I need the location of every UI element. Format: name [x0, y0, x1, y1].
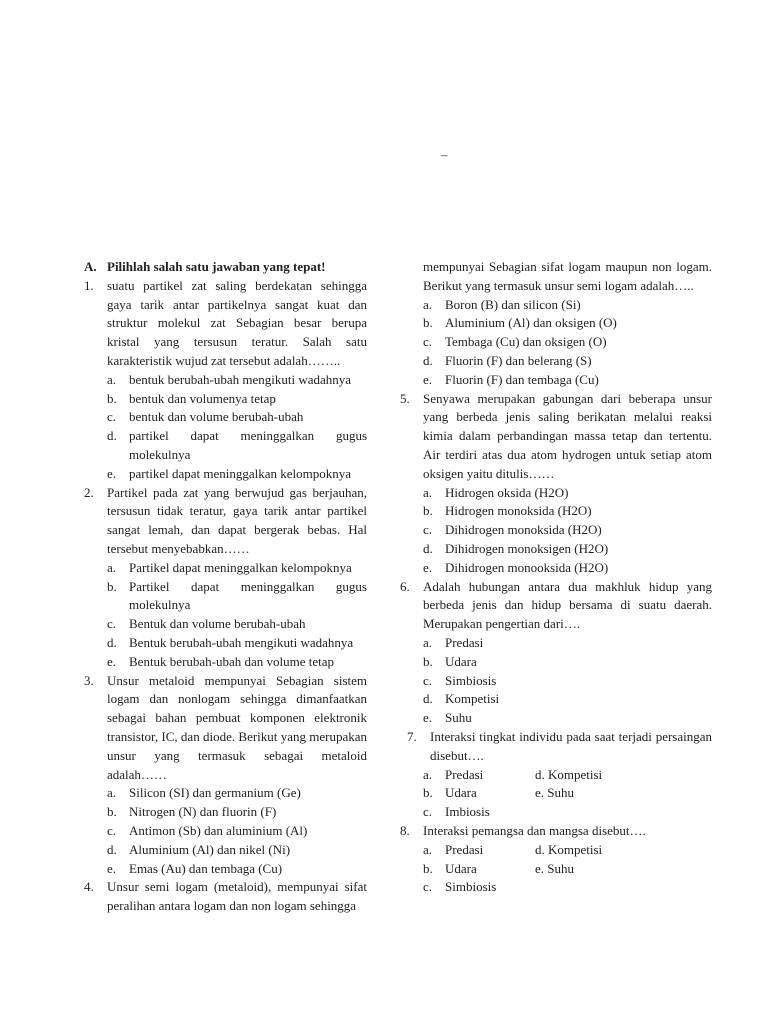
question-4 — [84, 878, 367, 916]
option-b — [423, 314, 712, 333]
option-b — [107, 390, 367, 409]
left-column — [84, 258, 367, 916]
option-text: Udara — [445, 785, 477, 801]
option-text: Imbiosis — [445, 804, 490, 820]
option-text: bentuk berubah-ubah mengikuti wadahnya — [129, 371, 352, 387]
section-title: Pilihlah salah satu jawaban yang tepat! — [107, 259, 326, 274]
option-e — [107, 860, 367, 879]
option-e — [107, 465, 367, 484]
option-letter: a. — [107, 785, 117, 801]
option-text: partikel dapat meninggalkan gugus molekulnya — [129, 428, 367, 462]
option-row — [423, 860, 712, 879]
option-text: Simbiosis — [445, 879, 497, 895]
option-list — [107, 559, 367, 672]
question-text: Adalah hubungan antara dua makhluk hidup yang berbeda jenis dan hidup bersama di suatu daerah. Merupakan pengertian dari…. — [423, 578, 712, 632]
question-number: 1. — [84, 277, 94, 293]
option-text-secondary: e. Suhu — [535, 785, 574, 801]
question-number: 6. — [400, 578, 410, 594]
option-c — [107, 408, 367, 427]
question-number: 4. — [84, 879, 94, 895]
option-list — [107, 371, 367, 484]
option-b — [423, 502, 712, 521]
option-d — [107, 841, 367, 860]
option-text: Predasi — [445, 841, 484, 857]
option-text: Fluorin (F) dan tembaga (Cu) — [445, 371, 599, 387]
option-letter: c. — [107, 409, 117, 425]
option-letter: e. — [107, 465, 117, 481]
question-1 — [84, 277, 367, 484]
option-text: Udara — [445, 653, 477, 669]
option-text: Antimon (Sb) dan aluminium (Al) — [129, 822, 308, 838]
option-letter: b. — [107, 578, 117, 594]
option-letter: c. — [107, 616, 117, 632]
option-text: Tembaga (Cu) dan oksigen (O) — [445, 334, 607, 350]
option-letter: c. — [423, 879, 433, 895]
header-dash: – — [441, 147, 448, 162]
option-text: Suhu — [445, 710, 472, 726]
question-7 — [400, 728, 712, 822]
option-a — [107, 559, 367, 578]
question-number: 7. — [407, 728, 417, 744]
option-a — [423, 484, 712, 503]
option-letter: c. — [423, 804, 433, 820]
question-text: Unsur metaloid mempunyai Sebagian sistem logam dan nonlogam sehingga dimanfaatkan sebagai bahan pembuat komponen elektronik transistor, IC, dan diode. Berikut yang merupakan unsur yang termasuk sebagai metaloid adalah…… — [107, 672, 367, 782]
option-b — [423, 653, 712, 672]
option-letter: b. — [423, 315, 433, 331]
option-letter: a. — [107, 559, 117, 575]
option-text: Aluminium (Al) dan oksigen (O) — [445, 315, 617, 331]
option-text: Bentuk berubah-ubah mengikuti wadahnya — [129, 634, 354, 650]
option-letter: e. — [423, 559, 433, 575]
question-text: suatu partikel zat saling berdekatan sehingga gaya tarik antar partikelnya sangat kuat dan struktur molekul zat Sebagian besar berupa kristal yang tersusun teratur. Salah satu karakteristik wujud zat tersebut adalah…….. — [107, 277, 367, 368]
option-letter: e. — [107, 653, 117, 669]
option-letter: d. — [107, 634, 117, 650]
option-d — [107, 634, 367, 653]
option-text: Udara — [445, 860, 477, 876]
option-text: Silicon (SI) dan germanium (Ge) — [129, 785, 301, 801]
option-b — [107, 803, 367, 822]
option-letter: a. — [423, 634, 433, 650]
option-letter: a. — [423, 484, 433, 500]
option-letter: c. — [423, 522, 433, 538]
option-letter: a. — [423, 766, 433, 782]
option-text: Boron (B) dan silicon (Si) — [445, 296, 581, 312]
option-list — [423, 841, 712, 897]
option-letter: a. — [107, 371, 117, 387]
question-text: Interaksi tingkat individu pada saat terjadi persaingan disebut…. — [430, 728, 712, 763]
option-c — [107, 822, 367, 841]
option-text: Partikel dapat meninggalkan kelompoknya — [129, 559, 352, 575]
option-text-secondary: e. Suhu — [535, 860, 574, 876]
option-text: Dihidrogen monoksigen (H2O) — [445, 540, 609, 556]
option-letter: e. — [107, 860, 117, 876]
option-letter: d. — [107, 428, 117, 444]
question-3 — [84, 672, 367, 879]
option-a — [107, 371, 367, 390]
option-row — [423, 878, 712, 897]
option-letter: c. — [423, 334, 433, 350]
option-letter: c. — [423, 672, 433, 688]
option-letter: d. — [107, 841, 117, 857]
option-row — [423, 784, 712, 803]
question-text: Unsur semi logam (metaloid), mempunyai sifat peralihan antara logam dan non logam sehingga — [107, 879, 367, 914]
question-2 — [84, 484, 367, 672]
option-list — [107, 784, 367, 878]
question-text: Partikel pada zat yang berwujud gas berjauhan, tersusun tidak teratur, gaya tarik antar partikel sangat lemah, dan dapat bergerak bebas. Hal tersebut menyebabkan…… — [107, 484, 367, 556]
option-text: Aluminium (Al) dan nikel (Ni) — [129, 841, 291, 857]
option-c — [423, 333, 712, 352]
option-text: Emas (Au) dan tembaga (Cu) — [129, 860, 283, 876]
option-d — [423, 690, 712, 709]
question-5 — [400, 390, 712, 578]
option-letter: c. — [107, 822, 117, 838]
option-d — [107, 427, 367, 465]
option-text: Partikel dapat meninggalkan gugus molekulnya — [129, 578, 367, 613]
option-e — [423, 559, 712, 578]
option-a — [423, 296, 712, 315]
option-letter: d. — [423, 540, 433, 556]
option-text: bentuk dan volume berubah-ubah — [129, 409, 304, 425]
option-text: Predasi — [445, 766, 484, 782]
option-list — [423, 484, 712, 578]
option-a — [423, 634, 712, 653]
option-e — [107, 653, 367, 672]
option-b — [107, 578, 367, 616]
option-text-secondary: d. Kompetisi — [535, 841, 603, 857]
option-list — [423, 634, 712, 728]
option-letter: e. — [423, 710, 433, 726]
option-text: Bentuk berubah-ubah dan volume tetap — [129, 653, 335, 669]
option-letter: d. — [423, 352, 433, 368]
option-letter: b. — [423, 503, 433, 519]
option-text: Hidrogen monoksida (H2O) — [445, 503, 592, 519]
option-text: Dihidrogen monoksida (H2O) — [445, 522, 602, 538]
option-text: Nitrogen (N) dan fluorin (F) — [129, 804, 277, 820]
option-list — [423, 766, 712, 822]
question-8 — [400, 822, 712, 897]
option-text: Dihidrogen monooksida (H2O) — [445, 559, 609, 575]
option-row — [423, 803, 712, 822]
option-text: bentuk dan volumenya tetap — [129, 390, 276, 406]
question-number: 3. — [84, 672, 94, 688]
option-text: Bentuk dan volume berubah-ubah — [129, 616, 306, 632]
option-d — [423, 540, 712, 559]
option-text: Simbiosis — [445, 672, 497, 688]
question-text: Interaksi pemangsa dan mangsa disebut…. — [423, 822, 646, 838]
option-c — [423, 521, 712, 540]
option-c — [107, 615, 367, 634]
option-row — [423, 841, 712, 860]
question-text: Senyawa merupakan gabungan dari beberapa unsur yang berbeda jenis saling berikatan melalui reaksi kimia dalam perbandingan massa tetap dan tertentu. Air terdiri atas dua atom hydrogen untuk setiap atom oksigen yaitu ditulis…… — [423, 390, 712, 481]
option-text: partikel dapat meninggalkan kelompoknya — [129, 465, 352, 481]
option-text: Fluorin (F) dan belerang (S) — [445, 352, 592, 368]
option-text: Predasi — [445, 634, 484, 650]
option-letter: b. — [423, 785, 433, 801]
option-letter: a. — [423, 296, 433, 312]
section-heading — [84, 258, 367, 277]
option-text: Hidrogen oksida (H2O) — [445, 484, 569, 500]
question-number: 8. — [400, 822, 410, 838]
option-letter: d. — [423, 691, 433, 707]
question-4-continuation: mempunyai Sebagian sifat logam maupun non logam. Berikut yang termasuk unsur semi logam adalah….. — [423, 259, 712, 293]
option-row — [423, 766, 712, 785]
option-text: Kompetisi — [445, 691, 500, 707]
option-letter: a. — [423, 841, 433, 857]
question-4-option-list — [423, 296, 712, 390]
option-letter: b. — [107, 804, 117, 820]
option-letter: b. — [423, 653, 433, 669]
question-number: 2. — [84, 484, 94, 500]
right-column — [400, 258, 712, 897]
option-e — [423, 709, 712, 728]
option-c — [423, 672, 712, 691]
option-e — [423, 371, 712, 390]
option-text-secondary: d. Kompetisi — [535, 766, 603, 782]
option-letter: b. — [423, 860, 433, 876]
option-letter: e. — [423, 371, 433, 387]
option-letter: b. — [107, 390, 117, 406]
question-number: 5. — [400, 390, 410, 406]
option-d — [423, 352, 712, 371]
section-letter: A. — [84, 259, 97, 274]
question-6 — [400, 578, 712, 728]
option-a — [107, 784, 367, 803]
